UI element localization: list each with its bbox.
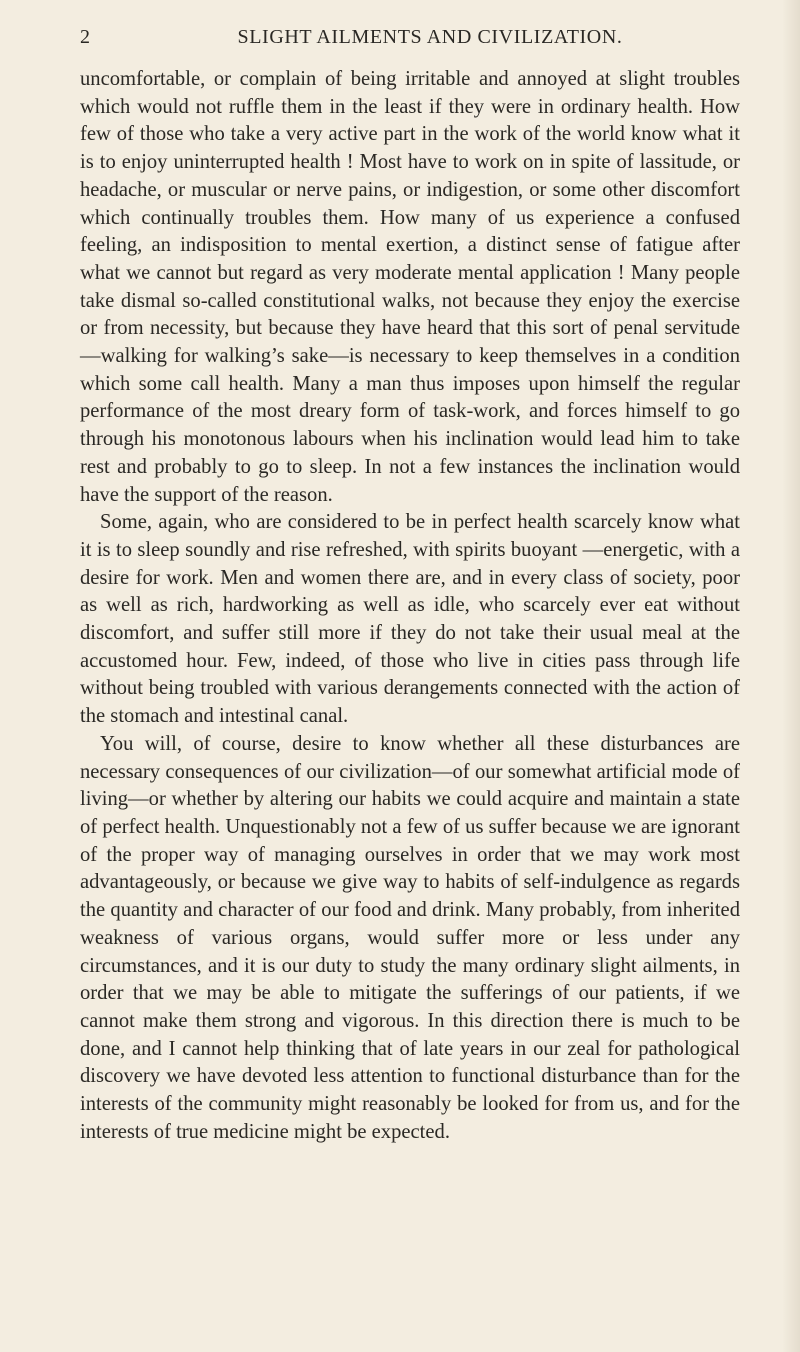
running-title: SLIGHT AILMENTS AND CIVILIZATION.	[237, 26, 623, 48]
paragraph: Some, again, who are considered to be in perfect health scarcely know what it is to sleep soundly and rise refreshed, with spirits buoyant —energetic, with a desire for work. Men and women there are, and in every class of society, poor as well as rich, hardworking as well as idle, who scarcely ever eat without discomfort, and suffer still more if they do not take their usual meal at the accustomed hour. Few, indeed, of those who live in cities pass through life without being troubled with various derangements connected with the action of the stomach and intestinal canal.	[80, 511, 740, 728]
page-edge-shadow	[782, 0, 800, 1352]
body-text	[80, 66, 740, 1146]
page-number: 2	[80, 26, 91, 48]
paragraph: uncomfortable, or complain of being irritable and annoyed at slight troubles which would not ruffle them in the least if they were in ordinary health. How few of those who take a very active part in the work of the world know what it is to enjoy uninterrupted health ! Most have to work on in spite of lassitude, or headache, or muscular or nerve pains, or indigestion, or some other discomfort which continually troubles them. How many of us experience a confused feeling, an indisposition to mental exertion, a distinct sense of fatigue after what we cannot but regard as very moderate mental application ! Many people take dismal so-called constitutional walks, not because they enjoy the exercise or from necessity, but because they have heard that this sort of penal servitude—walking for walking’s sake—is necessary to keep themselves in a condition which some call health. Many a man thus imposes upon himself the regular performance of the most dreary form of task-work, and forces himself to go through his monotonous labours when his inclination would lead him to take rest and probably to go to sleep. In not a few instances the inclination would have the support of the reason.	[80, 68, 740, 506]
paragraph: You will, of course, desire to know whether all these disturbances are necessary consequences of our civilization—of our somewhat artificial mode of living—or whether by altering our habits we could acquire and maintain a state of perfect health. Unquestionably not a few of us suffer because we are ignorant of the proper way of managing ourselves in order that we may work most advantageously, or because we give way to habits of self-indulgence as regards the quantity and character of our food and drink. Many probably, from inherited weakness of various organs, would suffer more or less under any circumstances, and it is our duty to study the many ordinary slight ailments, in order that we may be able to mitigate the sufferings of our patients, if we cannot make them strong and vigorous. In this direction there is much to be done, and I cannot help thinking that of late years in our zeal for pathological discovery we have devoted less attention to functional disturbance than for the interests of the community might reasonably be looked for from us, and for the interests of true medicine might be expected.	[80, 732, 740, 1143]
page-header	[80, 26, 740, 54]
